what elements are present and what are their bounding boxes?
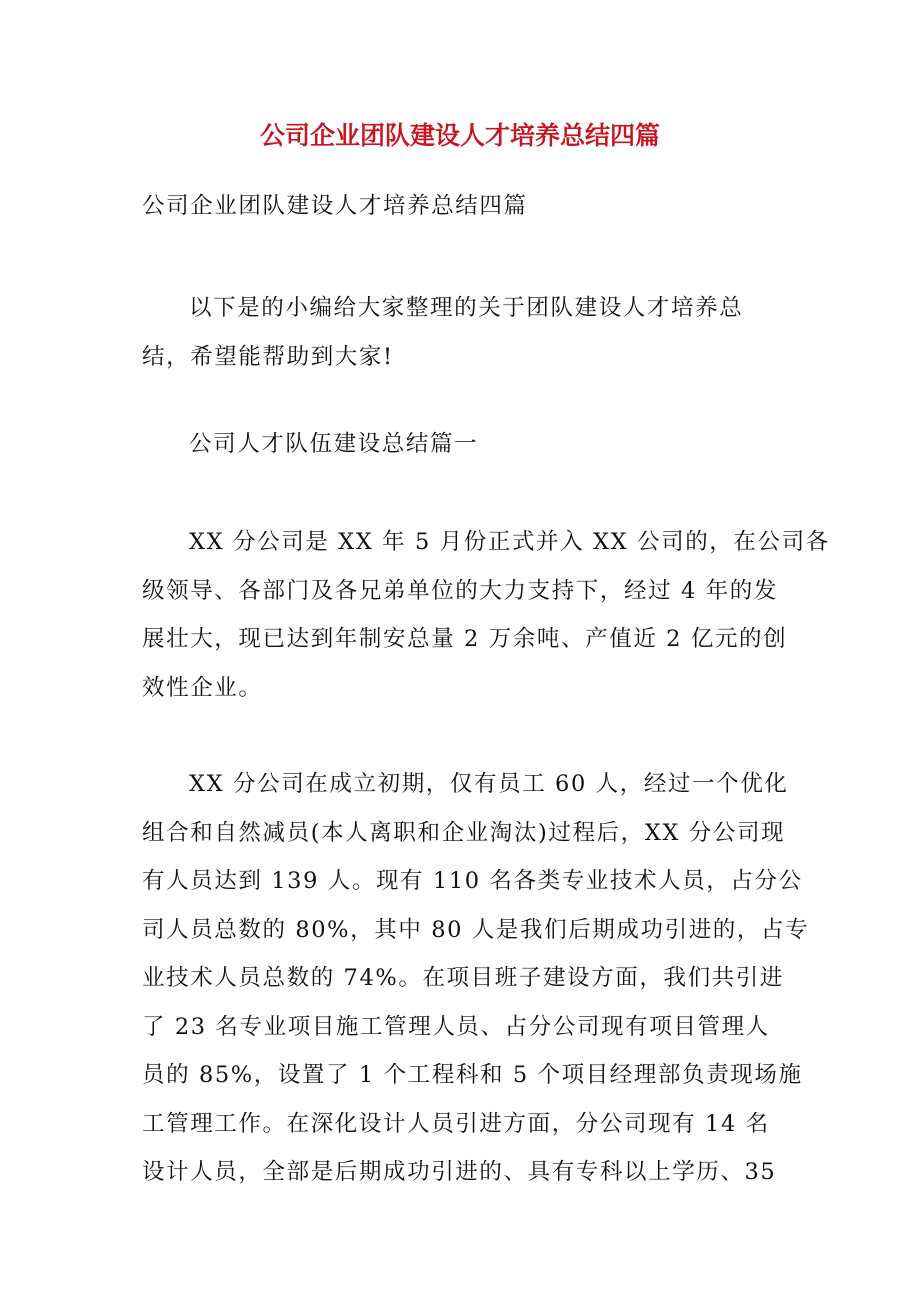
- intro-line: 以下是的小编给大家整理的关于团队建设人才培养总: [189, 295, 744, 321]
- paragraph-2: [142, 760, 810, 1197]
- intro-line: 结，希望能帮助到大家!: [142, 343, 394, 370]
- paragraph-line: 业技术人员总数的 74%。在项目班子建设方面，我们共引进: [142, 965, 784, 991]
- paragraph-line: 司人员总数的 80%，其中 80 人是我们后期成功引进的，占专: [142, 916, 810, 943]
- intro-paragraph: [142, 284, 780, 381]
- paragraph-line: 效性企业。: [142, 674, 263, 701]
- paragraph-line: 组合和自然减员(本人离职和企业淘汰)过程后，XX 分公司现: [142, 819, 786, 846]
- paragraph-line: 展壮大，现已达到年制安总量 2 万余吨、产值近 2 亿元的创: [142, 626, 788, 652]
- document-subtitle: 公司企业团队建设人才培养总结四篇: [142, 193, 528, 219]
- paragraph-line: XX 分公司是 XX 年 5 月份正式并入 XX 公司的，在公司各: [189, 529, 830, 555]
- section-heading: 公司人才队伍建设总结篇一: [189, 431, 479, 457]
- document-title: 公司企业团队建设人才培养总结四篇: [259, 121, 660, 150]
- paragraph-line: 员的 85%，设置了 1 个工程科和 5 个项目经理部负责现场施: [142, 1062, 803, 1088]
- paragraph-line: XX 分公司在成立初期，仅有员工 60 人，经过一个优化: [189, 771, 789, 797]
- paragraph-line: 有人员达到 139 人。现有 110 名各类专业技术人员，占分公: [142, 868, 803, 894]
- paragraph-1: [142, 518, 830, 712]
- paragraph-line: 级领导、各部门及各兄弟单位的大力支持下，经过 4 年的发: [142, 577, 778, 604]
- paragraph-line: 工管理工作。在深化设计人员引进方面，分公司现有 14 名: [142, 1110, 770, 1137]
- paragraph-line: 了 23 名专业项目施工管理人员、占分公司现有项目管理人: [142, 1013, 770, 1040]
- paragraph-line: 设计人员，全部是后期成功引进的、具有专科以上学历、35: [142, 1159, 777, 1185]
